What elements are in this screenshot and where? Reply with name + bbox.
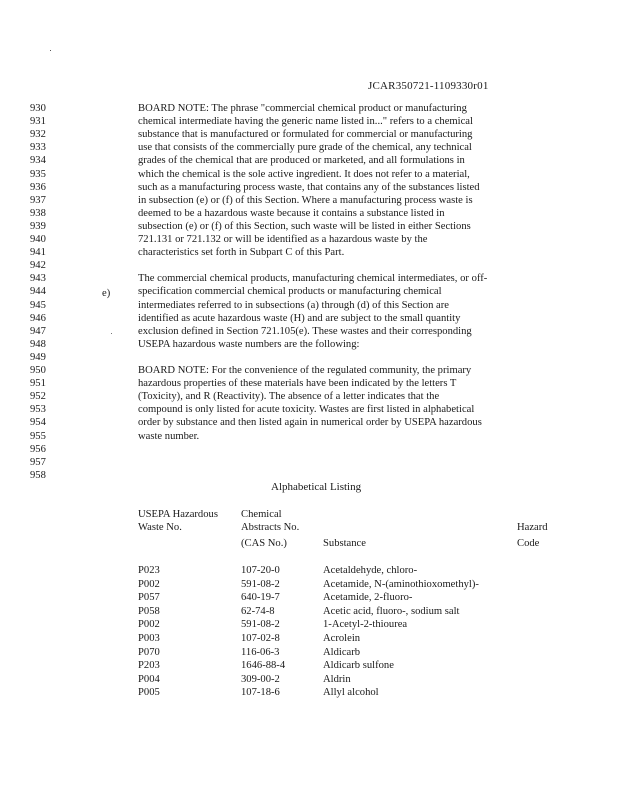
cell-cas-no: 107-02-8 <box>241 633 280 644</box>
text-line: specification commercial chemical products or manufacturing chemical <box>138 286 442 298</box>
line-number: 942 <box>30 260 46 272</box>
cell-cas-no: 62-74-8 <box>241 605 275 617</box>
line-number: 934 <box>30 155 46 167</box>
cell-cas-no: 107-20-0 <box>241 565 280 576</box>
cell-substance: Acetic acid, fluoro-, sodium salt <box>323 605 460 617</box>
cell-waste-no: P004 <box>138 673 160 685</box>
cell-waste-no: P002 <box>138 619 160 631</box>
cell-waste-no: P203 <box>138 660 160 672</box>
line-number: 948 <box>30 338 46 350</box>
line-number: 943 <box>30 273 46 285</box>
line-number: 958 <box>30 469 46 481</box>
text-line: substance that is manufactured or formulated for commercial or manufacturing <box>138 129 473 141</box>
text-line: USEPA hazardous waste numbers are the following: <box>138 338 360 350</box>
line-number: 944 <box>30 286 46 298</box>
header-cas-line1: Chemical <box>241 509 282 520</box>
cell-waste-no: P023 <box>138 565 160 576</box>
line-number: 939 <box>30 220 46 232</box>
text-line: characteristics set forth in Subpart C of this Part. <box>138 247 345 259</box>
cell-substance: Acetaldehyde, chloro- <box>323 565 418 576</box>
text-line: (Toxicity), and R (Reactivity). The absence of a letter indicates that the <box>138 391 440 403</box>
line-number: 935 <box>30 168 46 180</box>
line-number: 947 <box>30 325 46 337</box>
header-cas-line3: (CAS No.) <box>241 538 287 549</box>
text-line: identified as acute hazardous waste (H) and are subject to the small quantity <box>138 312 461 324</box>
cell-cas-no: 591-08-2 <box>241 578 280 590</box>
line-number: 940 <box>30 234 46 245</box>
cell-substance: Acrolein <box>323 633 361 644</box>
text-line: subsection (e) or (f) of this Section, such waste will be listed in either Sections <box>138 220 471 232</box>
line-number: 951 <box>30 378 46 390</box>
line-number: 950 <box>30 365 46 376</box>
header-waste-no-line1: USEPA Hazardous <box>138 509 218 520</box>
cell-cas-no: 640-19-7 <box>241 592 280 604</box>
text-line: The commercial chemical products, manufacturing chemical intermediates, or off- <box>138 273 488 285</box>
line-number: 946 <box>30 312 46 324</box>
cell-substance: Acetamide, N-(aminothioxomethyl)- <box>323 578 479 590</box>
cell-waste-no: P058 <box>138 605 160 617</box>
header-cas-line2: Abstracts No. <box>241 522 300 533</box>
cell-substance: Allyl alcohol <box>323 687 379 699</box>
table-title: Alphabetical Listing <box>271 481 362 493</box>
cell-waste-no: P070 <box>138 646 160 658</box>
cell-cas-no: 309-00-2 <box>241 673 280 685</box>
line-number: 941 <box>30 247 46 259</box>
line-number: 953 <box>30 404 46 416</box>
cell-cas-no: 116-06-3 <box>241 646 280 658</box>
text-line: compound is only listed for acute toxicity. Wastes are first listed in alphabetical <box>138 404 475 416</box>
cell-substance: Aldrin <box>323 673 351 685</box>
cell-substance: Acetamide, 2-fluoro- <box>323 592 413 604</box>
line-number: 936 <box>30 181 46 193</box>
cell-substance: 1-Acetyl-2-thiourea <box>323 619 408 631</box>
text-line: intermediates referred to in subsections (a) through (d) of this Section are <box>138 299 449 311</box>
text-line: hazardous properties of these materials have been indicated by the letters T <box>138 378 457 390</box>
cell-substance: Aldicarb sulfone <box>323 660 394 672</box>
line-number: 954 <box>30 417 46 429</box>
line-number: 945 <box>30 299 46 311</box>
cell-waste-no: P003 <box>138 633 160 644</box>
line-number: 949 <box>30 351 46 363</box>
line-number: 931 <box>30 116 46 128</box>
text-line: order by substance and then listed again in numerical order by USEPA hazardous <box>138 417 482 429</box>
document-id: JCAR350721-1109330r01 <box>368 80 489 92</box>
header-hazard-line1: Hazard <box>517 522 548 533</box>
cell-cas-no: 1646-88-4 <box>241 660 286 672</box>
text-line: which the chemical is the sole active ingredient. It does not refer to a material, <box>138 168 470 180</box>
line-number: 932 <box>30 129 46 141</box>
line-number: 955 <box>30 430 46 442</box>
line-number: 938 <box>30 207 46 219</box>
cell-cas-no: 591-08-2 <box>241 619 280 631</box>
cell-waste-no: P057 <box>138 592 160 604</box>
text-line: use that consists of the commercially pure grade of the chemical, any technical <box>138 142 472 154</box>
cell-waste-no: P005 <box>138 687 160 699</box>
cell-waste-no: P002 <box>138 578 160 590</box>
header-substance: Substance <box>323 538 366 549</box>
line-number: 952 <box>30 391 46 403</box>
line-number: 937 <box>30 194 46 206</box>
text-line: BOARD NOTE: For the convenience of the regulated community, the primary <box>138 365 472 376</box>
text-line: deemed to be a hazardous waste because it contains a substance listed in <box>138 207 445 219</box>
subsection-marker: e) <box>102 288 111 299</box>
cell-substance: Aldicarb <box>323 646 361 658</box>
text-line: waste number. <box>138 430 200 442</box>
scan-speck <box>111 333 112 334</box>
text-line: in subsection (e) or (f) of this Section. Where a manufacturing process waste is <box>138 194 473 206</box>
text-line: BOARD NOTE: The phrase "commercial chemical product or manufacturing <box>138 103 467 114</box>
line-number: 933 <box>30 142 46 154</box>
line-number: 956 <box>30 443 46 455</box>
scan-speck <box>50 50 51 51</box>
cell-cas-no: 107-18-6 <box>241 687 280 699</box>
text-line: chemical intermediate having the generic name listed in..." refers to a chemical <box>138 116 473 128</box>
text-line: 721.131 or 721.132 or will be identified as a hazardous waste by the <box>138 234 428 245</box>
text-line: grades of the chemical that are produced or marketed, and all formulations in <box>138 155 465 167</box>
header-waste-no-line2: Waste No. <box>138 522 182 533</box>
text-line: such as a manufacturing process waste, that contains any of the substances listed <box>138 181 480 193</box>
text-line: exclusion defined in Section 721.105(e). These wastes and their corresponding <box>138 325 472 337</box>
line-number: 957 <box>30 456 46 468</box>
line-number: 930 <box>30 103 46 114</box>
header-hazard-line2: Code <box>517 538 540 549</box>
